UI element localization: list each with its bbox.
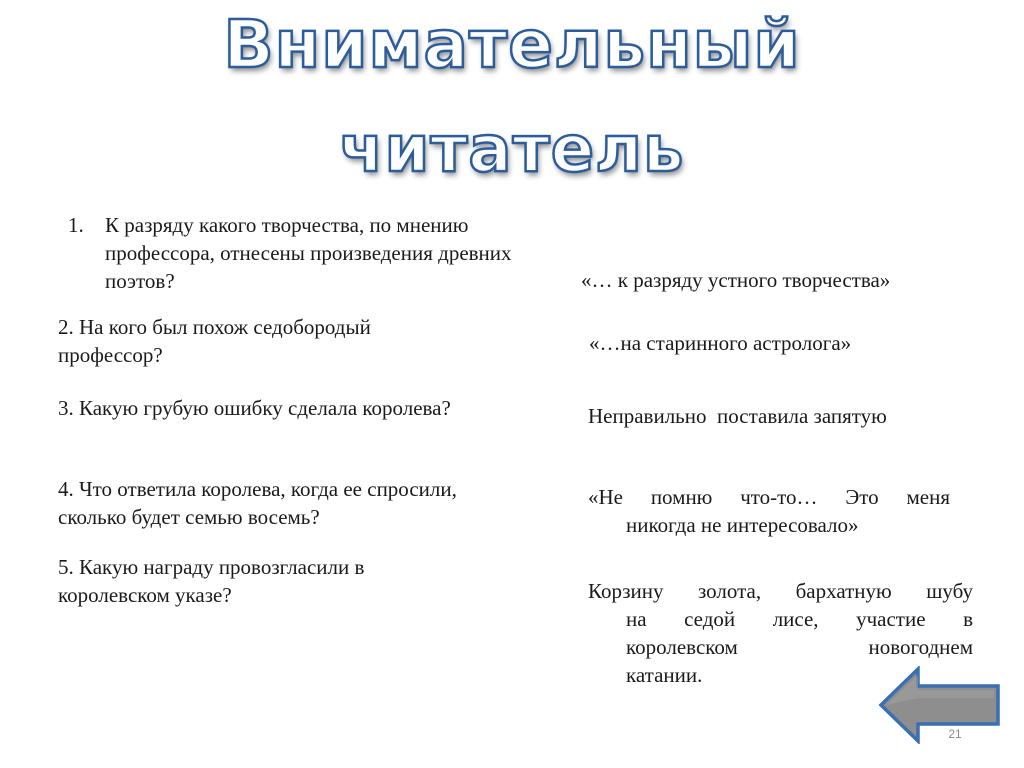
- answer-1: «… к разряду устного творчества»: [581, 268, 891, 292]
- question-1: [68, 211, 568, 295]
- question-2-line-2: профессор?: [58, 343, 163, 367]
- answer-4-line-1: «Не помню что-то… Это меня: [588, 485, 950, 509]
- question-5-line-1: 5. Какую награду провозгласили в: [58, 555, 365, 579]
- slide-number: 21: [948, 727, 962, 741]
- answer-2: «…на старинного астролога»: [589, 331, 852, 355]
- question-5-line-2: королевском указе?: [58, 583, 232, 607]
- answer-5-line-3: королевском новогоднем: [626, 635, 973, 659]
- title-line-2: читатель: [339, 113, 685, 187]
- answer-5-line-4: катании.: [626, 663, 703, 687]
- question-4-line-2: сколько будет семью восемь?: [58, 505, 320, 529]
- question-4: [58, 475, 558, 531]
- question-3: 3. Какую грубую ошибку сделала королева?: [58, 396, 451, 420]
- question-1-text: К разряду какого творчества, по мнению профессора, отнесены произведения древних поэтов?: [105, 213, 512, 293]
- answer-4: [588, 483, 950, 539]
- answer-3: Неправильно поставила запятую: [588, 404, 887, 428]
- answer-5-line-1: Корзину золота, бархатную шубу: [588, 579, 973, 603]
- question-5: [58, 553, 478, 609]
- question-1-number: 1.: [68, 213, 84, 237]
- question-4-line-1: 4. Что ответила королева, когда ее спросили,: [58, 477, 457, 501]
- answer-4-line-2: никогда не интересовало»: [626, 513, 859, 537]
- question-2: [58, 313, 538, 369]
- question-2-line-1: 2. На кого был похож седобородый: [58, 315, 371, 339]
- title-line-1: Внимательный: [223, 6, 801, 83]
- answer-5-line-2: на седой лисе, участие в: [626, 607, 973, 631]
